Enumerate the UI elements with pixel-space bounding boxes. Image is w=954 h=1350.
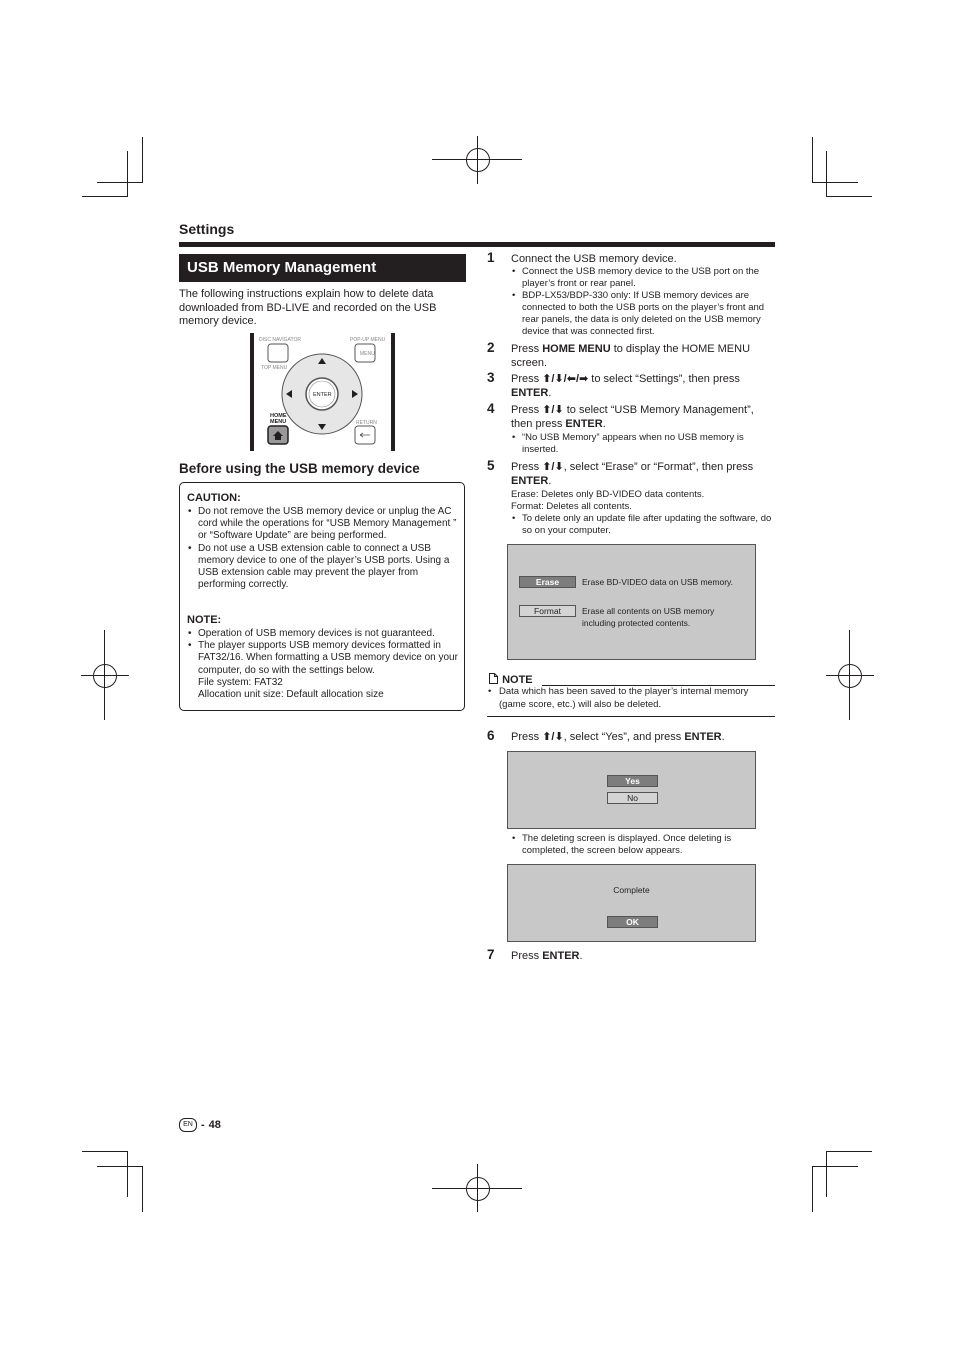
- ok-button[interactable]: OK: [607, 916, 658, 928]
- list-item: • Operation of USB memory devices is not guaranteed.: [187, 628, 459, 640]
- page-number: [179, 1118, 221, 1132]
- list-item: [187, 640, 459, 701]
- remote-control-illustration: [250, 333, 395, 451]
- arrow-keys-icon: ⬆/⬇/⬅/➡: [542, 373, 589, 385]
- list-item: • Data which has been saved to the player’s internal memory (game score, etc.) will also be deleted.: [487, 686, 775, 711]
- list-item: • The deleting screen is displayed. Once deleting is completed, the screen below appears.: [511, 833, 773, 857]
- step-text: Connect the USB memory device.: [511, 253, 677, 265]
- note-label: NOTE:: [187, 614, 222, 626]
- arrow-keys-icon: ⬆/⬇: [542, 731, 564, 743]
- note-divider: [487, 716, 775, 717]
- step-number: 5: [487, 458, 495, 473]
- caution-label: CAUTION:: [187, 492, 241, 504]
- intro-text: The following instructions explain how to delete data downloaded from BD-LIVE and recorded on the USB memory device.: [179, 288, 437, 327]
- page-number-value: 48: [208, 1119, 221, 1131]
- list-item: • Connect the USB memory device to the USB port on the player’s front or rear panel.: [511, 266, 773, 290]
- step-bullets: [511, 513, 773, 537]
- note-list: [187, 628, 459, 701]
- note-heading: NOTE: [488, 673, 533, 686]
- step-text: Press ⬆/⬇/⬅/➡ to select “Settings”, then press ENTER.: [511, 373, 740, 399]
- list-item: • “No USB Memory” appears when no USB memory is inserted.: [511, 432, 773, 456]
- format-description: Format: Deletes all contents.: [511, 501, 632, 512]
- step-number: 6: [487, 728, 495, 743]
- step-bullets: [511, 266, 773, 338]
- step-text: Press ENTER.: [511, 950, 583, 962]
- step-text: Press ⬆/⬇ to select “USB Memory Management”, then press ENTER.: [511, 404, 754, 430]
- note-list: [487, 686, 775, 711]
- page-separator: -: [201, 1119, 205, 1131]
- confirm-screen: [507, 751, 756, 829]
- top-menu-label: TOP MENU: [261, 365, 288, 371]
- step-text: Press HOME MENU to display the HOME MENU screen.: [511, 343, 751, 369]
- list-item: • To delete only an update file after updating the software, do so on your computer.: [511, 513, 773, 537]
- format-option-text: Erase all contents on USB memory: [582, 606, 715, 616]
- erase-description: Erase: Deletes only BD-VIDEO data contents.: [511, 489, 705, 500]
- list-item: • BDP-LX53/BDP-330 only: If USB memory devices are connected to both the USB ports on the player’s front and rear panels, the data is only deleted on the USB memory device that was connected first.: [511, 290, 773, 338]
- arrow-keys-icon: ⬆/⬇: [542, 461, 564, 473]
- step-number: 7: [487, 947, 495, 962]
- arrow-keys-icon: ⬆/⬇: [542, 404, 564, 416]
- disc-navigator-label: DISC NAVIGATOR: [259, 337, 301, 343]
- complete-screen: [507, 864, 756, 942]
- before-using-heading: Before using the USB memory device: [179, 461, 420, 476]
- allocation-text: Allocation unit size: Default allocation size: [198, 689, 384, 701]
- no-button[interactable]: No: [607, 792, 658, 804]
- file-system-text: File system: FAT32: [198, 676, 283, 688]
- format-option-text: including protected contents.: [582, 618, 691, 628]
- format-button[interactable]: Format: [519, 605, 576, 617]
- page-title: USB Memory Management: [179, 254, 466, 282]
- erase-format-screen: [507, 544, 756, 660]
- disc-navigator-button: [268, 344, 288, 362]
- return-label: RETURN: [356, 420, 377, 426]
- step-number: 4: [487, 401, 495, 416]
- complete-message: Complete: [613, 885, 650, 895]
- list-item: • Do not use a USB extension cable to connect a USB memory device to one of the player’s USB ports. Using a USB extension cable may prevent the player from performing correctly.: [187, 543, 459, 592]
- step-number: 3: [487, 370, 495, 385]
- step-number: 2: [487, 340, 495, 355]
- step-number: 1: [487, 250, 495, 265]
- step-bullets: [511, 432, 773, 456]
- caution-list: [187, 506, 459, 591]
- popup-menu-label: POP-UP MENU: [350, 337, 386, 343]
- step-bullets: [511, 833, 773, 857]
- step-text: Press ⬆/⬇, select “Yes”, and press ENTER.: [511, 731, 725, 743]
- svg-text:HOME: HOME: [270, 413, 287, 419]
- top-divider: [179, 242, 775, 247]
- list-item-text: The player supports USB memory devices formatted in FAT32/16. When formatting a USB memory device on your computer, do so with the settings below.: [198, 640, 458, 676]
- svg-text:ENTER: ENTER: [313, 392, 332, 398]
- note-icon: [488, 673, 499, 684]
- erase-option-text: Erase BD-VIDEO data on USB memory.: [582, 577, 734, 587]
- erase-button[interactable]: Erase: [519, 576, 576, 588]
- yes-button[interactable]: Yes: [607, 775, 658, 787]
- language-badge: EN: [179, 1118, 197, 1132]
- svg-text:MENU: MENU: [360, 351, 375, 357]
- step-text: Press ⬆/⬇, select “Erase” or “Format”, then press ENTER.: [511, 461, 754, 487]
- svg-text:MENU: MENU: [270, 419, 287, 425]
- section-label: Settings: [179, 221, 235, 237]
- list-item: • Do not remove the USB memory device or unplug the AC cord while the operations for “USB Memory Management ” or “Software Update” are being performed.: [187, 506, 459, 543]
